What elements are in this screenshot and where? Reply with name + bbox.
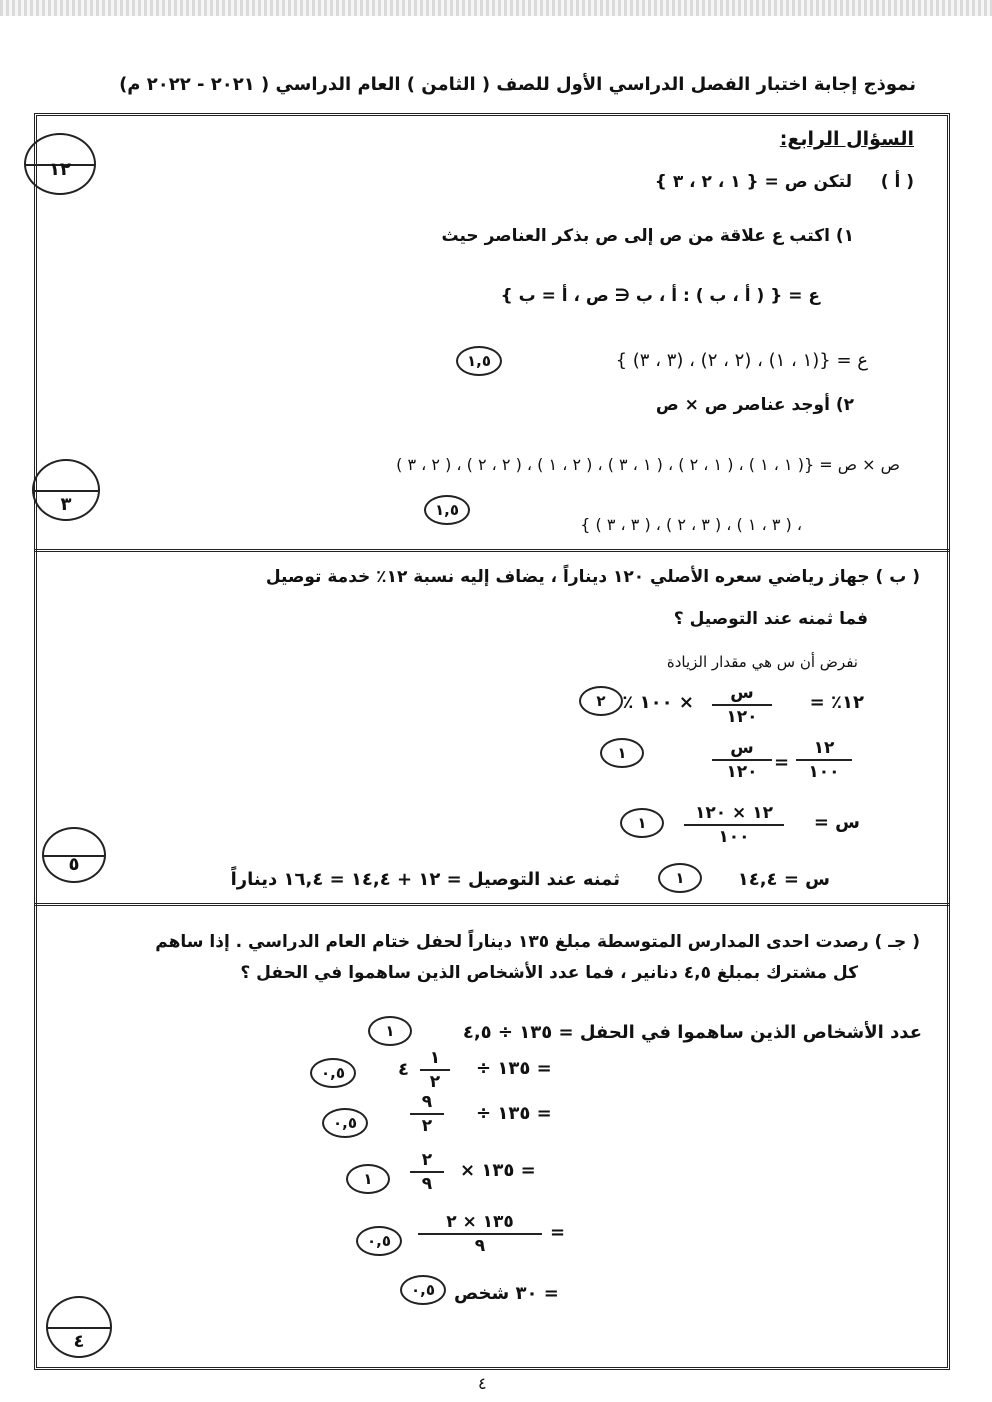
answer-1: ع = {(١ ، ١) ، (٢ ، ٢) ، (٣ ، ٣) } — [615, 350, 868, 371]
mark-c-step1: ١ — [368, 1016, 412, 1046]
section-divider-1 — [34, 549, 950, 552]
c-step2-left: = ١٣٥ ÷ — [476, 1058, 552, 1079]
c-step3-left: = ١٣٥ ÷ — [476, 1103, 552, 1124]
c-step6: = ٣٠ شخص — [454, 1283, 559, 1304]
mark-b-step4: ١ — [658, 863, 702, 893]
mark-c-step4: ١ — [346, 1164, 390, 1194]
section-divider-2 — [34, 903, 950, 906]
b-step4-x: س = ١٤,٤ — [737, 869, 830, 890]
score-circle-part-b: ٥ — [42, 827, 106, 883]
mark-b-step2: ١ — [600, 738, 644, 768]
part-b-assumption: نفرض أن س هي مقدار الزيادة — [666, 653, 858, 671]
part-a-label: ( أ ) — [880, 172, 914, 192]
b-step2-equals: = — [774, 752, 790, 773]
c-step2-fraction: ١ ٢ — [420, 1048, 450, 1092]
part-b-line-1: ( ب ) جهاز رياضي سعره الأصلي ١٢٠ ديناراً ، يضاف إليه نسبة ١٢٪ خدمة توصيل — [265, 567, 920, 587]
part-c-line-2: كل مشترك بمبلغ ٤,٥ دنانير ، فما عدد الأشخاص الذين ساهموا في الحفل ؟ — [240, 963, 858, 983]
relation-definition: ع = { ( أ ، ب ) : أ ، ب ∈ ص ، أ = ب } — [500, 286, 820, 306]
b-step3-left: س = — [813, 812, 860, 833]
c-step2-whole: ٤ — [398, 1059, 409, 1080]
c-step5-left: = — [550, 1222, 566, 1243]
score-circle-part-a-top: ١٢ — [24, 133, 96, 195]
part-b-line-2: فما ثمنه عند التوصيل ؟ — [673, 609, 868, 629]
mark-c-step6: ٠,٥ — [400, 1275, 446, 1305]
mark-c-step5: ٠,٥ — [356, 1226, 402, 1256]
mark-b-step1: ٢ — [579, 686, 623, 716]
mark-b-step3: ١ — [620, 808, 664, 838]
answer-2-line-1: ص × ص = {( ١ ، ١ ) ، ( ١ ، ٢ ) ، ( ١ ، ٣ ) ، ( ٢ ، ١ ) ، ( ٢ ، ٢ ) ، ( ٢ ، ٣ ) — [396, 455, 900, 474]
page-number: ٤ — [478, 1374, 487, 1393]
c-step4-fraction: ٢ ٩ — [410, 1150, 444, 1194]
question-title: السؤال الرابع: — [779, 128, 914, 150]
c-step5-fraction: ١٣٥ × ٢ ٩ — [418, 1212, 542, 1256]
part-a-question-1: ١) اكتب ع علاقة من ص إلى ص بذكر العناصر حيث — [441, 226, 854, 246]
scan-noise-strip — [0, 0, 992, 16]
b-step2-left-fraction: ١٢ ١٠٠ — [796, 738, 852, 782]
part-a-given-set: لتكن ص = { ١ ، ٢ ، ٣ } — [654, 172, 852, 192]
mark-c-step2: ٠,٥ — [310, 1058, 356, 1088]
mark-answer-2: ١,٥ — [424, 495, 470, 525]
score-circle-part-c: ٤ — [46, 1296, 112, 1358]
answer-2-line-2: ، ( ٣ ، ١ ) ، ( ٣ ، ٢ ) ، ( ٣ ، ٣ ) } — [580, 515, 802, 534]
score-circle-part-a-bottom: ٣ — [32, 459, 100, 521]
b-step1-right: × ١٠٠ ٪ — [622, 692, 694, 713]
b-step1-left: ١٢٪ = — [809, 692, 864, 713]
part-c-line-1: ( جـ ) رصدت احدى المدارس المتوسطة مبلغ ١٣٥ ديناراً لحفل ختام العام الدراسي . إذا ساهم — [155, 932, 920, 952]
c-step4-left: = ١٣٥ × — [460, 1160, 536, 1181]
mark-answer-1: ١,٥ — [456, 346, 502, 376]
c-step3-fraction: ٩ ٢ — [410, 1092, 444, 1136]
page-header: نموذج إجابة اختبار الفصل الدراسي الأول للصف ( الثامن ) العام الدراسي ( ٢٠٢١ - ٢٠٢٢ م) — [119, 74, 916, 95]
b-total-price: ثمنه عند التوصيل = ١٢ + ١٤,٤ = ١٦,٤ ديناراً — [230, 869, 620, 890]
part-a-question-2: ٢) أوجد عناصر ص × ص — [655, 395, 854, 415]
mark-c-step3: ٠,٥ — [322, 1108, 368, 1138]
b-step1-fraction: س ١٢٠ — [712, 683, 772, 727]
b-step3-fraction: ١٢ × ١٢٠ ١٠٠ — [684, 803, 784, 847]
c-step1: عدد الأشخاص الذين ساهموا في الحفل = ١٣٥ ÷ ٤,٥ — [462, 1022, 922, 1043]
b-step2-fraction: س ١٢٠ — [712, 738, 772, 782]
